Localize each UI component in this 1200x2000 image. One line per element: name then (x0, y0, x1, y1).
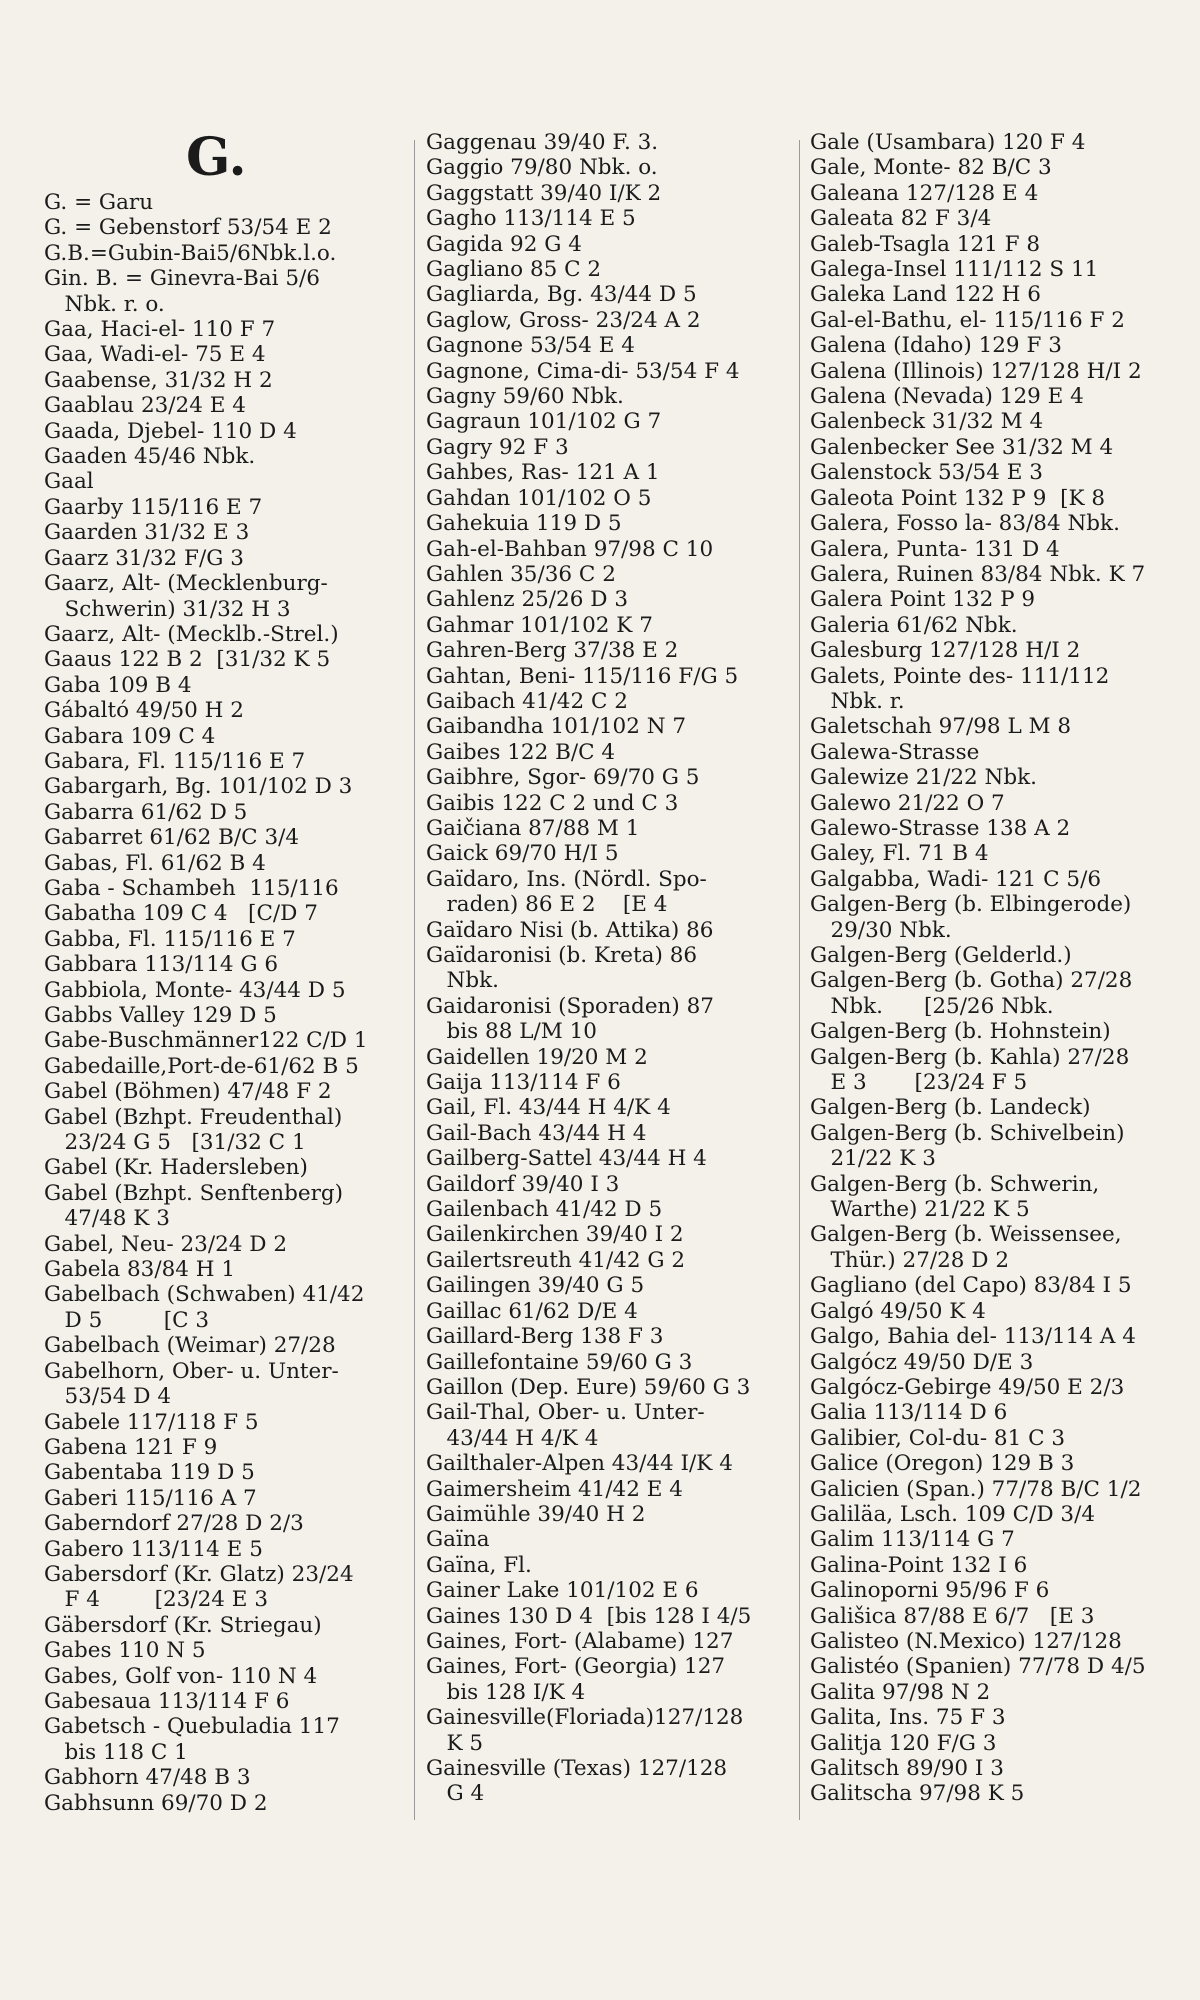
index-entry: Gabentaba 119 D 5 (44, 1460, 255, 1486)
index-entry: Gahlenz 25/26 D 3 (426, 587, 628, 613)
index-entry: Gaarz, Alt- (Mecklb.-Strel.) (44, 621, 339, 647)
index-entry: Gagry 92 F 3 (426, 434, 569, 460)
index-entry: Nbk. r. o. (44, 291, 165, 317)
index-entry: Gaimersheim 41/42 E 4 (426, 1476, 683, 1502)
index-entry: Gabel (Kr. Hadersleben) (44, 1155, 308, 1181)
index-entry: Galgen-Berg (b. Elbingerode) (810, 892, 1132, 918)
index-entry: Galgo, Bahia del- 113/114 A 4 (810, 1324, 1136, 1350)
index-entry: Gaglow, Gross- 23/24 A 2 (426, 307, 701, 333)
index-entry: Gaaus 122 B 2 [31/32 K 5 (44, 647, 331, 673)
index-entry: 53/54 D 4 (44, 1384, 172, 1410)
index-entry: Gaïna (426, 1527, 490, 1553)
index-entry: Galim 113/114 G 7 (810, 1527, 1015, 1553)
index-entry: Gaibach 41/42 C 2 (426, 688, 628, 714)
index-entry: Galgen-Berg (b. Kahla) 27/28 (810, 1044, 1130, 1070)
index-entry: Nbk. r. (810, 688, 905, 714)
index-entry: Gaggstatt 39/40 I/K 2 (426, 180, 662, 206)
column-3 (810, 130, 1180, 1807)
index-entry: Gaarden 31/32 E 3 (44, 520, 250, 546)
index-entry: Galitsch 89/90 I 3 (810, 1756, 1004, 1781)
index-entry: Gainer Lake 101/102 E 6 (426, 1578, 699, 1604)
index-entry: Gabel (Bzhpt. Senftenberg) (44, 1180, 344, 1206)
index-entry: Gabatha 109 C 4 [C/D 7 (44, 901, 318, 927)
index-entry: Gahlen 35/36 C 2 (426, 561, 616, 587)
index-entry: Gaada, Djebel- 110 D 4 (44, 418, 297, 444)
index-entry: Gaba - Schambeh 115/116 (44, 875, 339, 901)
index-entry: Gailberg-Sattel 43/44 H 4 (426, 1146, 707, 1172)
index-entry: Gabersdorf (Kr. Glatz) 23/24 (44, 1561, 354, 1587)
column-1 (44, 190, 406, 1816)
index-entry: Galeata 82 F 3/4 (810, 206, 992, 232)
index-entry: G. = Garu (44, 190, 154, 215)
index-entry: Galena (Idaho) 129 F 3 (810, 333, 1062, 359)
index-entry: Gabelhorn, Ober- u. Unter- (44, 1358, 339, 1384)
index-entry: Gaines 130 D 4 [bis 128 I 4/5 (426, 1603, 752, 1629)
index-entry: Gaidaronisi (Sporaden) 87 (426, 993, 714, 1019)
index-entry: Gaïdaro Nisi (b. Attika) 86 (426, 917, 714, 943)
index-entry: Gabedaille,Port-de-61/62 B 5 (44, 1053, 359, 1079)
index-entry: Galewo-Strasse 138 A 2 (810, 815, 1071, 841)
column-2 (426, 130, 791, 1807)
index-entry: Galera, Fosso la- 83/84 Nbk. (810, 511, 1120, 537)
index-entry: Gailingen 39/40 G 5 (426, 1273, 645, 1299)
index-entry: Galia 113/114 D 6 (810, 1400, 1008, 1426)
index-entry: Gahekuia 119 D 5 (426, 511, 622, 537)
index-entry: Schwerin) 31/32 H 3 (44, 596, 291, 622)
index-entry: Gaija 113/114 F 6 (426, 1070, 621, 1096)
index-entry: Gabarra 61/62 D 5 (44, 799, 248, 825)
index-entry: Galenstock 53/54 E 3 (810, 460, 1043, 486)
index-entry: 21/22 K 3 (810, 1146, 936, 1172)
index-entry: Galita, Ins. 75 F 3 (810, 1705, 1006, 1731)
index-entry: Galgen-Berg (b. Schivelbein) (810, 1120, 1125, 1146)
index-entry: Gagnone 53/54 E 4 (426, 333, 635, 359)
index-entry: Galena (Illinois) 127/128 H/I 2 (810, 358, 1142, 384)
index-entry: Galenbeck 31/32 M 4 (810, 409, 1044, 435)
index-entry: Gališica 87/88 E 6/7 [E 3 (810, 1603, 1095, 1629)
index-entry: Gagliano 85 C 2 (426, 257, 602, 283)
index-entry: Gaines, Fort- (Georgia) 127 (426, 1654, 726, 1680)
index-entry: Nbk. [25/26 Nbk. (810, 993, 1054, 1019)
index-entry: Gahtan, Beni- 115/116 F/G 5 (426, 663, 739, 689)
index-entry: Gaines, Fort- (Alabame) 127 (426, 1628, 734, 1654)
index-entry: Gaick 69/70 H/I 5 (426, 841, 619, 867)
index-entry: Galera Point 132 P 9 (810, 587, 1036, 613)
index-entry: Gaillac 61/62 D/E 4 (426, 1298, 638, 1324)
index-entry: Gabena 121 F 9 (44, 1434, 218, 1460)
index-entry: Gailenkirchen 39/40 I 2 (426, 1222, 684, 1248)
index-entry: Gabel (Bzhpt. Freudenthal) (44, 1104, 343, 1130)
index-entry: Gabbs Valley 129 D 5 (44, 1003, 277, 1028)
index-entry: bis 118 C 1 (44, 1739, 188, 1765)
index-entry: Gahmar 101/102 K 7 (426, 612, 653, 638)
index-entry: 47/48 K 3 (44, 1206, 170, 1232)
index-entry: Gabele 117/118 F 5 (44, 1409, 259, 1435)
index-entry: Galeka Land 122 H 6 (810, 282, 1041, 308)
index-entry: Gaablau 23/24 E 4 (44, 393, 246, 419)
index-entry: Gahbes, Ras- 121 A 1 (426, 460, 660, 486)
index-entry: Gabba, Fl. 115/116 E 7 (44, 926, 296, 952)
index-entry: Gäbersdorf (Kr. Striegau) (44, 1612, 322, 1638)
index-entry: bis 88 L/M 10 (426, 1019, 597, 1045)
index-entry: Gah-el-Bahban 97/98 C 10 (426, 536, 714, 562)
index-entry: Galeana 127/128 E 4 (810, 180, 1039, 206)
index-entry: Galgócz 49/50 D/E 3 (810, 1349, 1034, 1375)
index-entry: Galesburg 127/128 H/I 2 (810, 638, 1081, 664)
index-entry: Gahren-Berg 37/38 E 2 (426, 638, 679, 664)
index-entry: G. = Gebenstorf 53/54 E 2 (44, 215, 332, 241)
index-entry: Gaillon (Dep. Eure) 59/60 G 3 (426, 1374, 751, 1400)
index-entry: Gaggenau 39/40 F. 3. (426, 130, 659, 155)
index-entry: Gale (Usambara) 120 F 4 (810, 130, 1086, 155)
index-entry: Gailthaler-Alpen 43/44 I/K 4 (426, 1451, 733, 1477)
index-entry: Gabesaua 113/114 F 6 (44, 1688, 290, 1714)
index-entry: D 5 [C 3 (44, 1307, 210, 1333)
index-entry: K 5 (426, 1730, 484, 1756)
index-entry: Gail-Thal, Ober- u. Unter- (426, 1400, 705, 1426)
index-entry: Galinoporni 95/96 F 6 (810, 1578, 1050, 1604)
index-entry: Gabetsch - Quebuladia 117 (44, 1714, 340, 1740)
index-entry: Galicien (Span.) 77/78 B/C 1/2 (810, 1476, 1142, 1502)
index-entry: Galibier, Col-du- 81 C 3 (810, 1425, 1066, 1451)
index-entry: Gaičiana 87/88 M 1 (426, 815, 640, 841)
index-entry: Gaarz 31/32 F/G 3 (44, 545, 244, 571)
index-entry: raden) 86 E 2 [E 4 (426, 892, 668, 918)
index-entry: Gaba 109 B 4 (44, 672, 192, 698)
index-entry: Gainesville(Floriada)127/128 (426, 1705, 744, 1731)
column-divider-1 (414, 140, 415, 1820)
index-entry: Gailenbach 41/42 D 5 (426, 1197, 663, 1223)
index-entry: Gagliarda, Bg. 43/44 D 5 (426, 282, 697, 308)
index-entry: Gaibandha 101/102 N 7 (426, 714, 687, 740)
index-entry: Gábaltó 49/50 H 2 (44, 698, 244, 724)
index-entry: Galgen-Berg (Gelderld.) (810, 943, 1072, 968)
index-entry: Gabbiola, Monte- 43/44 D 5 (44, 977, 346, 1003)
index-entry: Galgabba, Wadi- 121 C 5/6 (810, 866, 1102, 892)
index-entry: F 4 [23/24 E 3 (44, 1587, 268, 1613)
index-entry: Galgen-Berg (b. Gotha) 27/28 (810, 968, 1133, 994)
index-entry: Warthe) 21/22 K 5 (810, 1197, 1030, 1223)
index-entry: Galeota Point 132 P 9 [K 8 (810, 485, 1106, 511)
index-entry: Gaïdaronisi (b. Kreta) 86 (426, 943, 698, 968)
index-entry: Gail-Bach 43/44 H 4 (426, 1120, 647, 1146)
index-entry: 23/24 G 5 [31/32 C 1 (44, 1130, 306, 1156)
index-entry: Galewo 21/22 O 7 (810, 790, 1005, 816)
index-entry: Galewa-Strasse (810, 739, 980, 765)
index-entry: bis 128 I/K 4 (426, 1679, 586, 1705)
index-entry: Gabes, Golf von- 110 N 4 (44, 1663, 318, 1689)
index-entry: G 4 (426, 1781, 485, 1807)
index-entry: Gaa, Wadi-el- 75 E 4 (44, 342, 266, 368)
section-heading: G. (186, 127, 247, 188)
index-entry: Galiläa, Lsch. 109 C/D 3/4 (810, 1501, 1096, 1527)
index-entry: Galgen-Berg (b. Landeck) (810, 1095, 1091, 1121)
index-entry: Galeb-Tsagla 121 F 8 (810, 231, 1041, 257)
index-entry: Gaildorf 39/40 I 3 (426, 1171, 620, 1197)
index-entry: Gabero 113/114 E 5 (44, 1536, 263, 1562)
index-entry: Gaberndorf 27/28 D 2/3 (44, 1511, 304, 1537)
index-entry: Gaabense, 31/32 H 2 (44, 367, 273, 393)
index-entry: Gin. B. = Ginevra-Bai 5/6 (44, 266, 320, 292)
index-entry: Galisteo (N.Mexico) 127/128 (810, 1628, 1122, 1654)
index-entry: Galgócz-Gebirge 49/50 E 2/3 (810, 1374, 1125, 1400)
index-entry: Gabela 83/84 H 1 (44, 1257, 236, 1283)
index-entry: Galgen-Berg (b. Weissensee, (810, 1222, 1122, 1248)
index-entry: Galey, Fl. 71 B 4 (810, 841, 989, 867)
index-entry: 43/44 H 4/K 4 (426, 1425, 599, 1451)
index-entry: 29/30 Nbk. (810, 917, 952, 943)
index-entry: Gaibis 122 C 2 und C 3 (426, 790, 679, 816)
index-entry: Galetschah 97/98 L M 8 (810, 714, 1072, 740)
index-entry: Gagliano (del Capo) 83/84 I 5 (810, 1273, 1132, 1299)
index-entry: Gailertsreuth 41/42 G 2 (426, 1247, 686, 1273)
index-entry: Gaal (44, 469, 94, 495)
index-entry: Gaillefontaine 59/60 G 3 (426, 1349, 693, 1375)
index-entry: Galgó 49/50 K 4 (810, 1298, 986, 1324)
index-entry: Nbk. (426, 968, 499, 994)
index-entry: Galita 97/98 N 2 (810, 1679, 991, 1705)
index-entry: Gagny 59/60 Nbk. (426, 384, 624, 410)
index-entry: Gaberi 115/116 A 7 (44, 1485, 257, 1511)
index-entry: Gagraun 101/102 G 7 (426, 409, 662, 435)
index-entry: Galenbecker See 31/32 M 4 (810, 434, 1114, 460)
index-entry: Gaarby 115/116 E 7 (44, 494, 263, 520)
index-entry: Galina-Point 132 I 6 (810, 1552, 1028, 1578)
index-entry: Gabelbach (Weimar) 27/28 (44, 1333, 336, 1359)
index-entry: Gaaden 45/46 Nbk. (44, 444, 256, 470)
index-entry: Gaggio 79/80 Nbk. o. (426, 155, 658, 181)
index-entry: Gaïdaro, Ins. (Nördl. Spo- (426, 866, 707, 892)
index-entry: Gail, Fl. 43/44 H 4/K 4 (426, 1095, 671, 1121)
index-entry: Gaillard-Berg 138 F 3 (426, 1324, 664, 1350)
index-entry: Gaarz, Alt- (Mecklenburg- (44, 571, 328, 597)
index-entry: Gagida 92 G 4 (426, 231, 582, 257)
index-entry: Gale, Monte- 82 B/C 3 (810, 155, 1052, 181)
index-entry: E 3 [23/24 F 5 (810, 1070, 1028, 1096)
index-entry: Galera, Punta- 131 D 4 (810, 536, 1060, 562)
index-entry: Gabelbach (Schwaben) 41/42 (44, 1282, 365, 1308)
index-entry: Gabes 110 N 5 (44, 1638, 206, 1664)
index-entry: Galera, Ruinen 83/84 Nbk. K 7 (810, 561, 1146, 587)
index-entry: Gaïna, Fl. (426, 1552, 532, 1578)
index-entry: Gahdan 101/102 O 5 (426, 485, 652, 511)
index-entry: Gabhorn 47/48 B 3 (44, 1765, 251, 1791)
index-entry: Gaibhre, Sgor- 69/70 G 5 (426, 765, 700, 791)
index-entry: Gabbara 113/114 G 6 (44, 952, 279, 978)
index-entry: Gabara 109 C 4 (44, 723, 216, 749)
index-entry: G.B.=Gubin-Bai5/6Nbk.l.o. (44, 240, 337, 266)
index-entry: Gaidellen 19/20 M 2 (426, 1044, 648, 1070)
index-entry: Galgen-Berg (b. Hohnstein) (810, 1019, 1111, 1045)
index-entry: Galewize 21/22 Nbk. (810, 765, 1037, 791)
index-entry: Galistéo (Spanien) 77/78 D 4/5 (810, 1654, 1146, 1680)
index-entry: Galitscha 97/98 K 5 (810, 1781, 1025, 1807)
index-entry: Galgen-Berg (b. Schwerin, (810, 1171, 1100, 1197)
index-entry: Gagho 113/114 E 5 (426, 206, 636, 232)
index-entry: Gainesville (Texas) 127/128 (426, 1756, 728, 1781)
index-entry: Galena (Nevada) 129 E 4 (810, 384, 1084, 410)
index-entry: Galets, Pointe des- 111/112 (810, 663, 1110, 689)
index-entry: Gaa, Haci-el- 110 F 7 (44, 317, 276, 343)
index-entry: Gabel, Neu- 23/24 D 2 (44, 1231, 288, 1257)
index-entry: Galice (Oregon) 129 B 3 (810, 1451, 1075, 1477)
index-entry: Gagnone, Cima-di- 53/54 F 4 (426, 358, 740, 384)
index-entry: Gabara, Fl. 115/116 E 7 (44, 748, 306, 774)
index-entry: Thür.) 27/28 D 2 (810, 1247, 1010, 1273)
index-entry: Gabargarh, Bg. 101/102 D 3 (44, 774, 353, 800)
index-entry: Gabarret 61/62 B/C 3/4 (44, 825, 300, 851)
index-entry: Gal-el-Bathu, el- 115/116 F 2 (810, 307, 1125, 333)
index-entry: Gabel (Böhmen) 47/48 F 2 (44, 1079, 332, 1105)
index-entry: Gaibes 122 B/C 4 (426, 739, 616, 765)
index-entry: Galega-Insel 111/112 S 11 (810, 257, 1099, 283)
index-entry: Galeria 61/62 Nbk. (810, 612, 1018, 638)
column-divider-2 (799, 140, 800, 1820)
index-entry: Gabhsunn 69/70 D 2 (44, 1790, 268, 1816)
index-entry: Gabas, Fl. 61/62 B 4 (44, 850, 266, 876)
index-entry: Galitja 120 F/G 3 (810, 1730, 997, 1756)
index-entry: Gaimühle 39/40 H 2 (426, 1501, 646, 1527)
index-entry: Gabe-Buschmänner122 C/D 1 (44, 1028, 368, 1054)
